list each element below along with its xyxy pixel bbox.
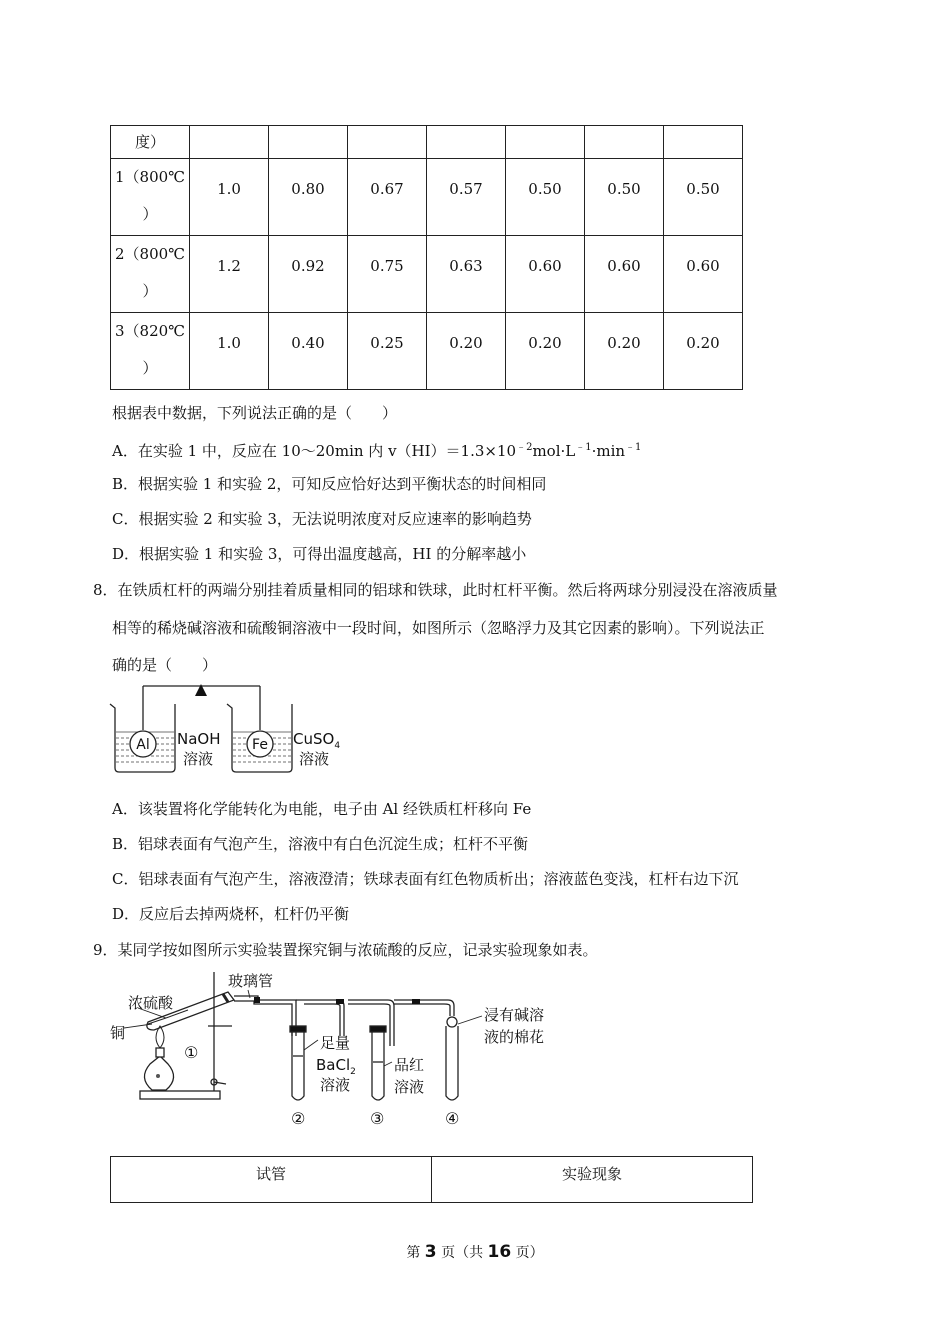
test-tube-2 xyxy=(290,1026,306,1100)
al-label: Al xyxy=(136,737,150,753)
solution-label-right: 溶液 xyxy=(299,750,330,768)
page-footer: 第 3 页（共 16 页） xyxy=(406,1242,544,1262)
pinkred-label: 品红 xyxy=(394,1056,425,1074)
reaction-data-table xyxy=(110,125,743,390)
total-pages: 16 xyxy=(487,1242,512,1262)
q7-stem: 根据表中数据，下列说法正确的是（ ） xyxy=(112,404,398,422)
page-number: 3 xyxy=(424,1242,437,1262)
tube4-number: ④ xyxy=(445,1109,460,1128)
fe-label: Fe xyxy=(252,737,268,753)
table-cell: 0.60 xyxy=(506,236,585,313)
table-cell: 1.0 xyxy=(190,159,269,236)
row-label: 3（820℃ ） xyxy=(111,313,190,390)
cotton-label-line1: 浸有碱溶 xyxy=(484,1006,545,1024)
table-cell: 0.20 xyxy=(585,313,664,390)
table-row xyxy=(111,236,743,313)
table-header-cell: 试管 xyxy=(111,1157,432,1203)
q8-stem-line2: 相等的稀烧碱溶液和硫酸铜溶液中一段时间，如图所示（忽略浮力及其它因素的影响）。下列说法正 xyxy=(112,619,765,637)
q8-option-c: C．铝球表面有气泡产生，溶液澄清；铁球表面有红色物质析出；溶液蓝色变浅，杠杆右边下沉 xyxy=(112,870,739,888)
test-tube-3 xyxy=(370,1026,386,1100)
table-cell xyxy=(427,126,506,159)
table-cell: 0.50 xyxy=(585,159,664,236)
glass-tube-label: 玻璃管 xyxy=(228,972,274,990)
conc-acid-label: 浓硫酸 xyxy=(128,994,174,1012)
naoh-label: NaOH xyxy=(177,730,221,748)
tube2-number: ② xyxy=(291,1109,306,1128)
tube3-number: ③ xyxy=(370,1109,385,1128)
q8-option-a: A．该装置将化学能转化为电能，电子由 Al 经铁质杠杆移向 Fe xyxy=(112,800,532,818)
burner-dots xyxy=(156,1074,160,1078)
solution-label-2: 溶液 xyxy=(320,1076,351,1094)
table-cell: 0.63 xyxy=(427,236,506,313)
table-cell: 0.25 xyxy=(348,313,427,390)
table-cell: 0.40 xyxy=(269,313,348,390)
enough-label: 足量 xyxy=(320,1034,351,1052)
solution-label-3: 溶液 xyxy=(394,1078,425,1096)
cuso4-label: CuSO$_4$ xyxy=(293,730,341,751)
table-header-cell: 实验现象 xyxy=(432,1157,753,1203)
table-cell: 0.80 xyxy=(269,159,348,236)
table-cell: 0.60 xyxy=(585,236,664,313)
table-cell: 0.67 xyxy=(348,159,427,236)
q7-option-a: A．在实验 1 中，反应在 10～20min 内 $v(HI)=1.3\times 10^{﹣2}mol\cdot L^{﹣1}\cdot\min^{﹣1}$ xyxy=(112,442,642,460)
solution-label-left: 溶液 xyxy=(183,750,214,768)
table-cell: 1.0 xyxy=(190,313,269,390)
table-header-row xyxy=(111,126,743,159)
copper-label: 铜 xyxy=(110,1024,126,1042)
q8-stem-line1: 8．在铁质杠杆的两端分别挂着质量相同的铝球和铁球，此时杠杆平衡。然后将两球分别浸没在溶液质量 xyxy=(93,581,778,599)
q9-stem: 9．某同学按如图所示实验装置探究铜与浓硫酸的反应，记录实验现象如表。 xyxy=(93,941,598,959)
table-cell: 1.2 xyxy=(190,236,269,313)
table-cell: 0.75 xyxy=(348,236,427,313)
table-row xyxy=(111,313,743,390)
table-cell xyxy=(585,126,664,159)
table-cell xyxy=(269,126,348,159)
test-tube-4 xyxy=(446,1017,458,1100)
row-label: 1（800℃ ） xyxy=(111,159,190,236)
bacl2-label: BaCl$_2$ xyxy=(316,1056,356,1077)
table-cell: 0.92 xyxy=(269,236,348,313)
q8-stem-line3: 确的是（ ） xyxy=(112,656,218,674)
table-cell xyxy=(506,126,585,159)
cotton-label-line2: 液的棉花 xyxy=(484,1028,545,1046)
row-label: 2（800℃ ） xyxy=(111,236,190,313)
alcohol-lamp xyxy=(144,1048,173,1090)
table-header-row xyxy=(111,1157,753,1203)
table-cell: 0.60 xyxy=(664,236,743,313)
table-cell xyxy=(348,126,427,159)
q7-option-d: D．根据实验 1 和实验 3，可得出温度越高，HI 的分解率越小 xyxy=(112,545,527,563)
table-cell: 0.57 xyxy=(427,159,506,236)
table-row xyxy=(111,159,743,236)
copper-acid-apparatus-figure xyxy=(108,966,568,1130)
table-cell: 0.50 xyxy=(664,159,743,236)
lever-beakers-figure xyxy=(105,680,355,780)
table-cell: 0.20 xyxy=(506,313,585,390)
table-cell: 0.20 xyxy=(664,313,743,390)
table-cell: 0.20 xyxy=(427,313,506,390)
tube1-number: ① xyxy=(184,1043,199,1062)
table-cell: 0.50 xyxy=(506,159,585,236)
observation-table xyxy=(110,1156,753,1203)
q7-option-c: C．根据实验 2 和实验 3，无法说明浓度对反应速率的影响趋势 xyxy=(112,510,532,528)
q7-option-b: B．根据实验 1 和实验 2，可知反应恰好达到平衡状态的时间相同 xyxy=(112,475,547,493)
q8-option-b: B．铝球表面有气泡产生，溶液中有白色沉淀生成；杠杆不平衡 xyxy=(112,835,529,853)
table-cell xyxy=(190,126,269,159)
table-cell xyxy=(664,126,743,159)
q8-option-d: D．反应后去掉两烧杯，杠杆仍平衡 xyxy=(112,905,350,923)
table-header-cell: 度） xyxy=(111,126,190,159)
copper-wire xyxy=(148,1010,188,1024)
